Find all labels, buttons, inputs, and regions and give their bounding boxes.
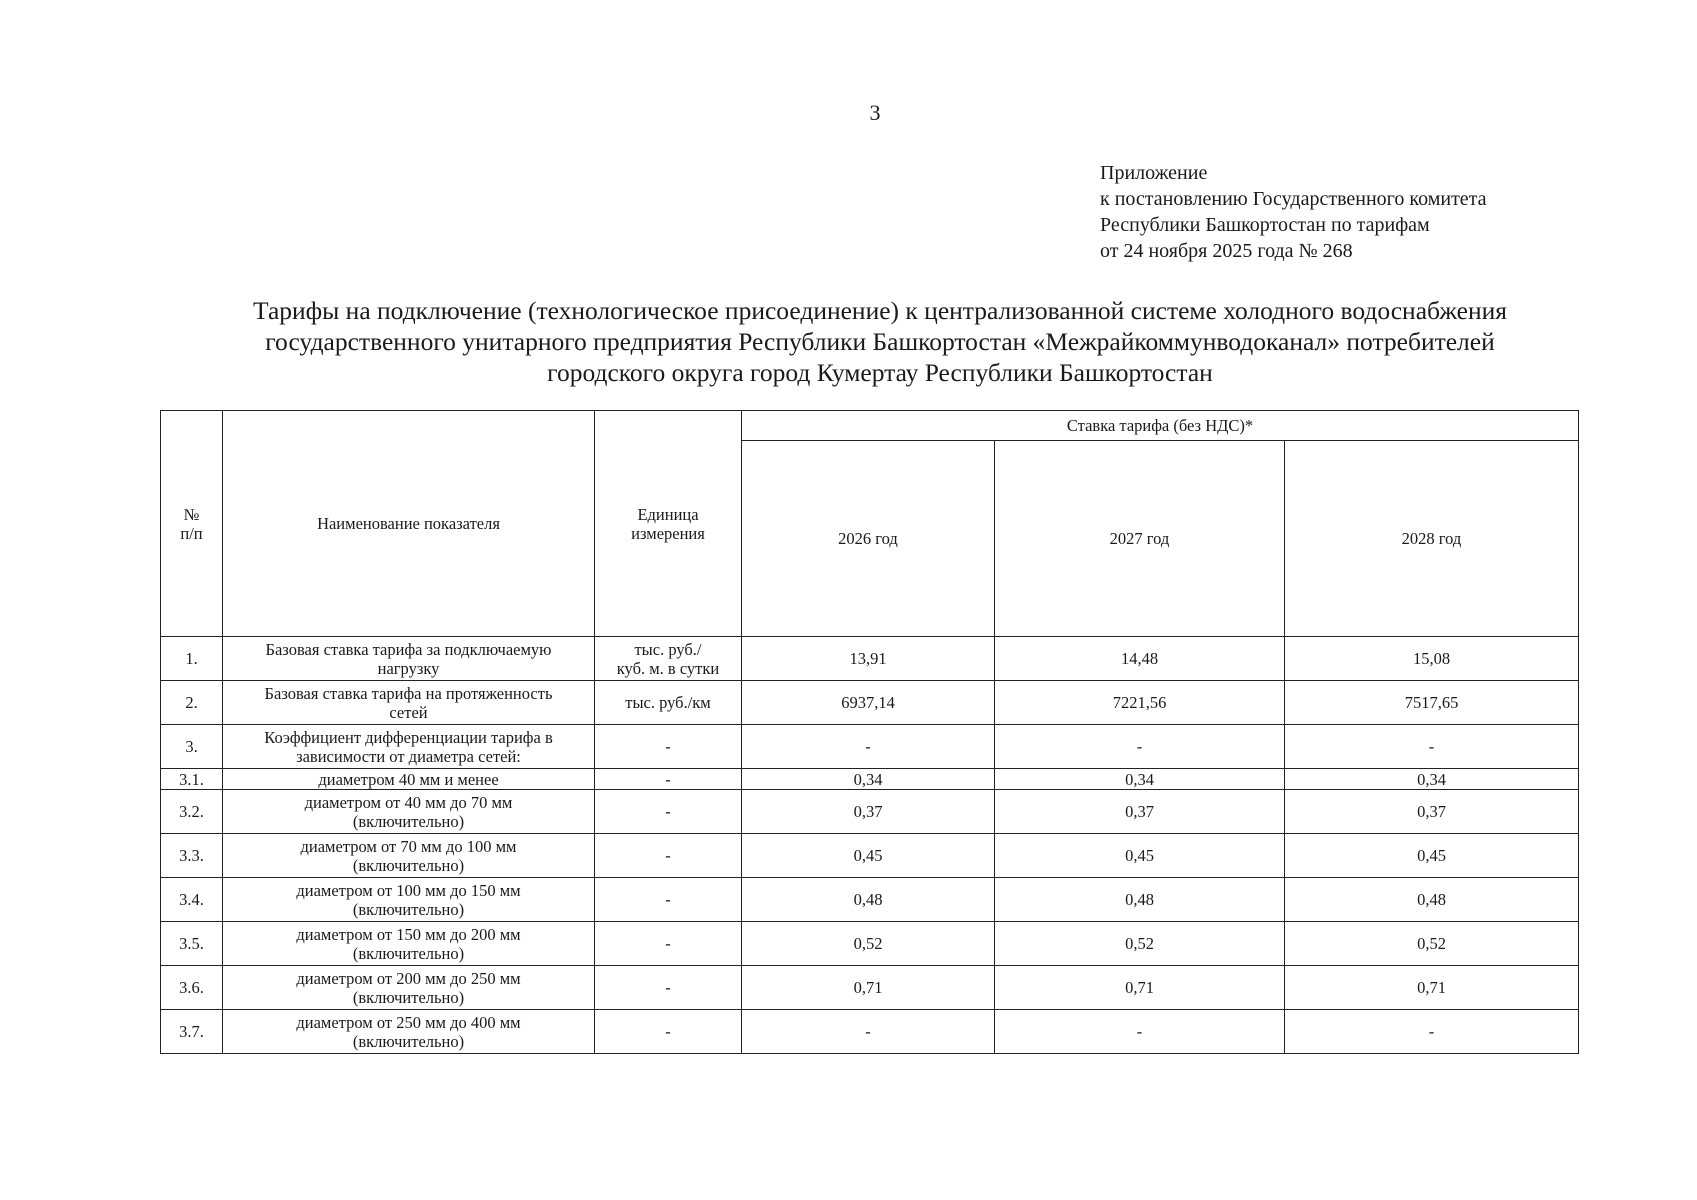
header-year-2027: 2027 год	[995, 441, 1285, 637]
indicator-name-line: диаметром от 200 мм до 250 мм	[296, 968, 521, 988]
table-body	[161, 637, 1579, 1054]
indicator-name	[223, 769, 595, 790]
rate-2027: -	[995, 725, 1285, 769]
rate-2028: 0,45	[1285, 834, 1579, 878]
header-year-2026: 2026 год	[742, 441, 995, 637]
unit-of-measure	[595, 966, 742, 1010]
table-row	[161, 769, 1579, 790]
table-row	[161, 725, 1579, 769]
row-number: 3.3.	[161, 834, 223, 878]
unit-of-measure	[595, 834, 742, 878]
indicator-name-line: диаметром от 150 мм до 200 мм	[296, 924, 521, 944]
rate-2028: -	[1285, 725, 1579, 769]
header-year-2028: 2028 год	[1285, 441, 1579, 637]
indicator-name-line: (включительно)	[352, 855, 465, 875]
unit-line: куб. м. в сутки	[616, 658, 720, 678]
rate-2026: 13,91	[742, 637, 995, 681]
title-line: городского округа город Кумертау Республики Башкортостан	[547, 358, 1213, 387]
rate-2026: 0,45	[742, 834, 995, 878]
unit-of-measure	[595, 681, 742, 725]
unit-of-measure	[595, 1010, 742, 1054]
rate-2026: -	[742, 1010, 995, 1054]
appendix-line: Приложение	[1100, 162, 1208, 184]
indicator-name-line: диаметром от 100 мм до 150 мм	[296, 880, 521, 900]
unit-of-measure	[595, 878, 742, 922]
table-row	[161, 790, 1579, 834]
rate-2026: 0,48	[742, 878, 995, 922]
header-rate-group: Ставка тарифа (без НДС)*	[742, 411, 1579, 441]
unit-of-measure	[595, 637, 742, 681]
rate-2026: 0,71	[742, 966, 995, 1010]
row-number: 3.	[161, 725, 223, 769]
rate-2027: -	[995, 1010, 1285, 1054]
table-row	[161, 681, 1579, 725]
title-line: Тарифы на подключение (технологическое присоединение) к централизованной системе холодного водоснабжения	[253, 296, 1507, 325]
rate-2028: 7517,65	[1285, 681, 1579, 725]
indicator-name-line: Базовая ставка тарифа за подключаемую	[265, 639, 552, 659]
row-number: 3.4.	[161, 878, 223, 922]
appendix-block	[1100, 160, 1487, 264]
rate-2026: 0,34	[742, 769, 995, 790]
appendix-line: Республики Башкортостан по тарифам	[1100, 214, 1430, 236]
row-number: 1.	[161, 637, 223, 681]
row-number: 3.2.	[161, 790, 223, 834]
unit-of-measure	[595, 790, 742, 834]
indicator-name-line: (включительно)	[352, 987, 465, 1007]
unit-line: -	[665, 846, 671, 865]
indicator-name	[223, 790, 595, 834]
title-line: государственного унитарного предприятия Республики Башкортостан «Межрайкоммунводоканал» потребителей	[265, 327, 1495, 356]
document-title	[160, 295, 1600, 388]
unit-line: -	[665, 1022, 671, 1041]
unit-line: тыс. руб./	[634, 639, 702, 659]
row-number: 3.6.	[161, 966, 223, 1010]
header-name: Наименование показателя	[223, 411, 595, 637]
indicator-name-line: (включительно)	[352, 1031, 465, 1051]
indicator-name	[223, 637, 595, 681]
indicator-name-line: диаметром от 40 мм до 70 мм	[304, 792, 513, 812]
table-row	[161, 1010, 1579, 1054]
indicator-name-line: Базовая ставка тарифа на протяженность	[264, 683, 553, 703]
rate-2027: 0,37	[995, 790, 1285, 834]
unit-line: тыс. руб./км	[625, 693, 711, 712]
header-unit: Единица измерения	[595, 411, 742, 637]
unit-line: -	[665, 802, 671, 821]
indicator-name	[223, 878, 595, 922]
unit-line: -	[665, 737, 671, 756]
indicator-name-line: сетей	[389, 702, 428, 722]
row-number: 2.	[161, 681, 223, 725]
appendix-line: от 24 ноября 2025 года № 268	[1100, 240, 1353, 262]
indicator-name-line: диаметром 40 мм и менее	[318, 769, 499, 789]
indicator-name-line: диаметром от 70 мм до 100 мм	[300, 836, 517, 856]
indicator-name-line: Коэффициент дифференциации тарифа в	[264, 727, 553, 747]
rate-2027: 0,71	[995, 966, 1285, 1010]
table-row	[161, 922, 1579, 966]
table-row	[161, 834, 1579, 878]
unit-of-measure	[595, 725, 742, 769]
unit-line: -	[665, 978, 671, 997]
rate-2027: 7221,56	[995, 681, 1285, 725]
rate-2028: 0,34	[1285, 769, 1579, 790]
rate-2027: 14,48	[995, 637, 1285, 681]
rate-2026: -	[742, 725, 995, 769]
unit-line: -	[665, 769, 671, 789]
row-number: 3.5.	[161, 922, 223, 966]
rate-2026: 0,52	[742, 922, 995, 966]
rate-2028: 0,48	[1285, 878, 1579, 922]
rate-2027: 0,52	[995, 922, 1285, 966]
unit-of-measure	[595, 769, 742, 790]
indicator-name-line: диаметром от 250 мм до 400 мм	[296, 1012, 521, 1032]
appendix-line: к постановлению Государственного комитета	[1100, 188, 1487, 210]
header-num: № п/п	[161, 411, 223, 637]
rate-2028: 0,37	[1285, 790, 1579, 834]
unit-of-measure	[595, 922, 742, 966]
table-row	[161, 878, 1579, 922]
indicator-name	[223, 834, 595, 878]
indicator-name-line: зависимости от диаметра сетей:	[296, 746, 521, 766]
table-row	[161, 966, 1579, 1010]
page-number: 3	[869, 100, 881, 125]
indicator-name-line: (включительно)	[352, 899, 465, 919]
row-number: 3.1.	[161, 769, 223, 790]
tariff-table	[160, 410, 1579, 1054]
rate-2028: -	[1285, 1010, 1579, 1054]
indicator-name-line: (включительно)	[352, 811, 465, 831]
indicator-name-line: (включительно)	[352, 943, 465, 963]
rate-2027: 0,45	[995, 834, 1285, 878]
indicator-name	[223, 922, 595, 966]
rate-2028: 0,52	[1285, 922, 1579, 966]
indicator-name	[223, 681, 595, 725]
rate-2028: 0,71	[1285, 966, 1579, 1010]
rate-2027: 0,48	[995, 878, 1285, 922]
rate-2026: 6937,14	[742, 681, 995, 725]
indicator-name	[223, 966, 595, 1010]
rate-2027: 0,34	[995, 769, 1285, 790]
unit-line: -	[665, 890, 671, 909]
rate-2028: 15,08	[1285, 637, 1579, 681]
indicator-name	[223, 725, 595, 769]
indicator-name-line: нагрузку	[377, 658, 440, 678]
indicator-name	[223, 1010, 595, 1054]
rate-2026: 0,37	[742, 790, 995, 834]
unit-line: -	[665, 934, 671, 953]
table-row	[161, 637, 1579, 681]
row-number: 3.7.	[161, 1010, 223, 1054]
